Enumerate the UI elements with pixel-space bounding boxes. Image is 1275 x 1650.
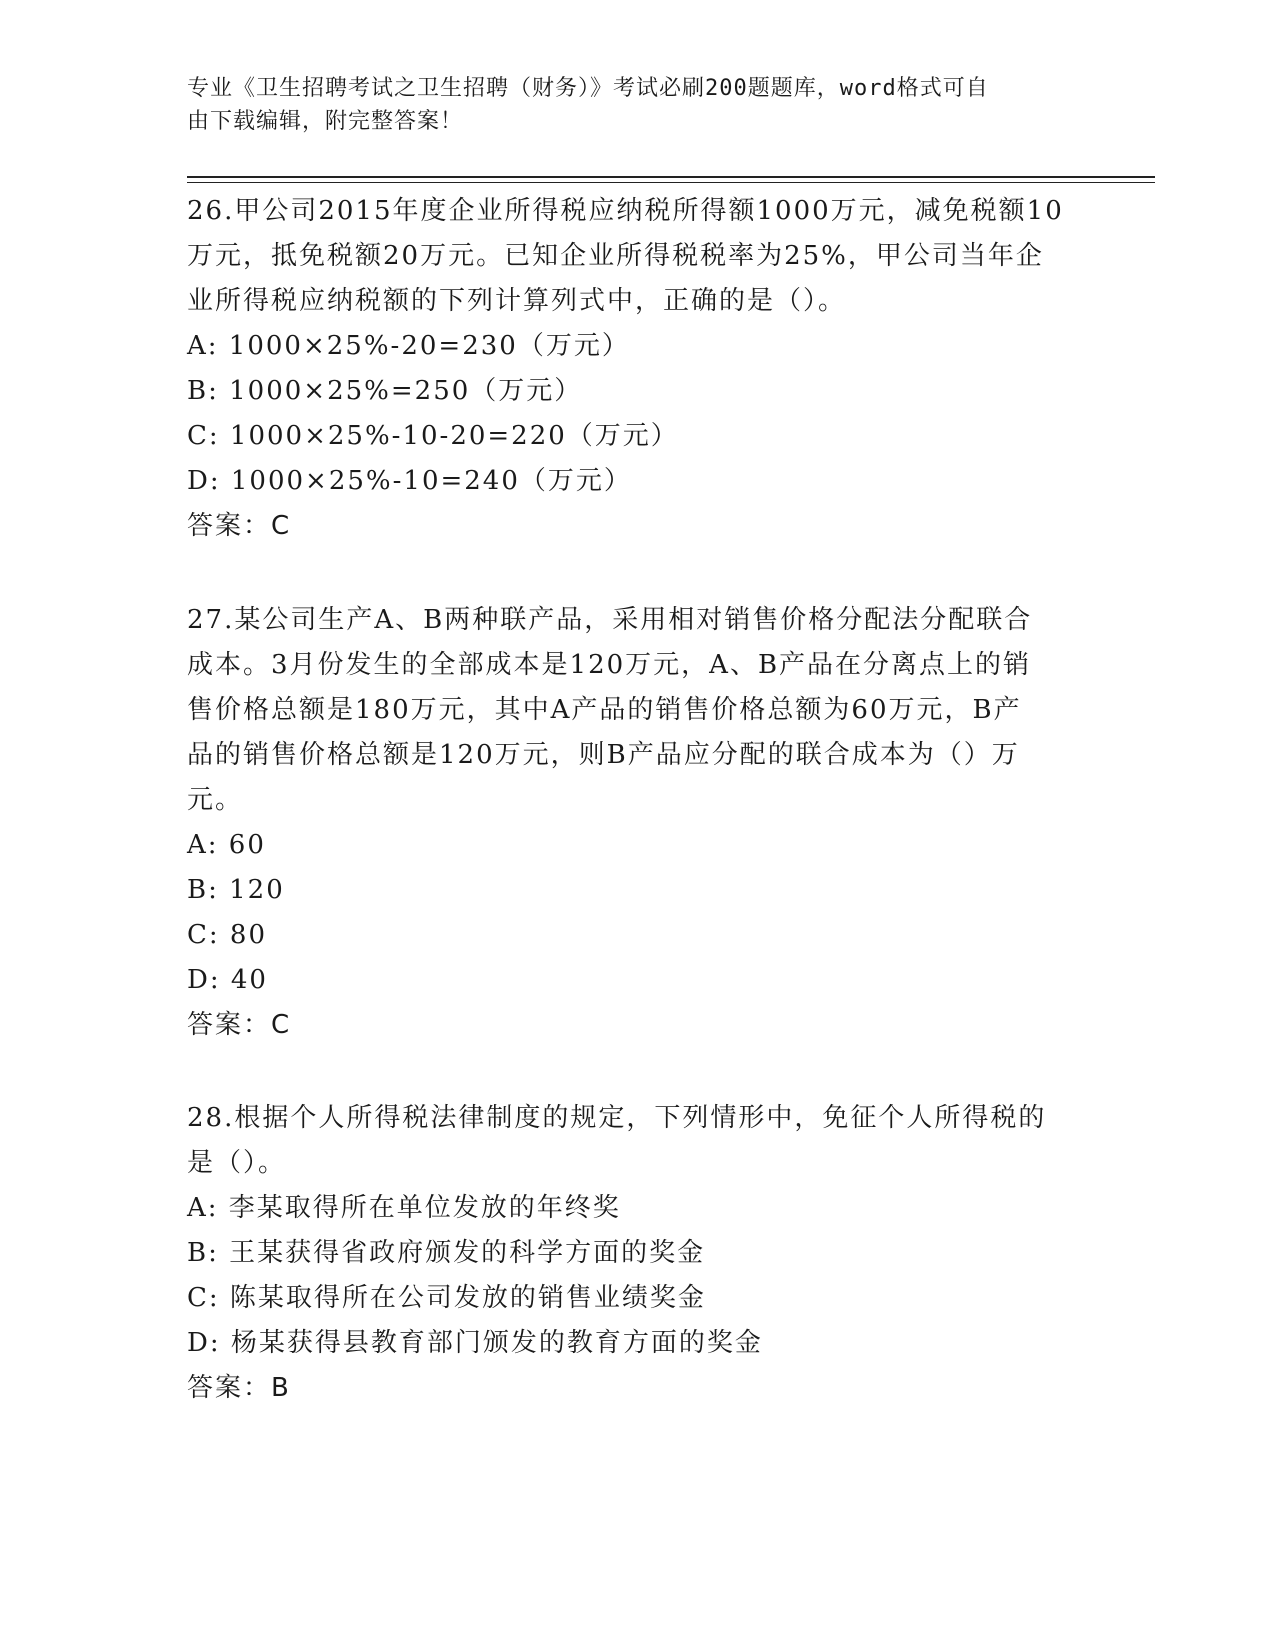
option-d: D: 杨某获得县教育部门颁发的教育方面的奖金 xyxy=(187,1328,763,1358)
option-c: C: 1000×25%-10-20=220（万元） xyxy=(187,421,679,451)
question-stem xyxy=(187,189,1087,324)
question-stem xyxy=(187,598,1087,823)
question-line: 27.某公司生产A、B两种联产品，采用相对销售价格分配法分配联合 xyxy=(187,605,1033,635)
question-line: 售价格总额是180万元，其中A产品的销售价格总额为60万元，B产 xyxy=(187,695,1022,725)
question-line: 万元，抵免税额20万元。已知企业所得税税率为25%，甲公司当年企 xyxy=(187,241,1044,271)
question-line: 是（）。 xyxy=(187,1148,287,1178)
header-line-2: 由下载编辑，附完整答案！ xyxy=(187,109,464,134)
question-26 xyxy=(187,189,1087,549)
option-a: A: 李某取得所在单位发放的年终奖 xyxy=(187,1193,621,1223)
option-d: D: 1000×25%-10=240（万元） xyxy=(187,466,632,496)
question-28 xyxy=(187,1096,1087,1411)
option-b: B: 120 xyxy=(187,875,285,905)
option-b: B: 王某获得省政府颁发的科学方面的奖金 xyxy=(187,1238,706,1268)
question-stem xyxy=(187,1096,1087,1186)
option-a: A: 60 xyxy=(187,830,266,860)
question-line: 成本。3月份发生的全部成本是120万元，A、B产品在分离点上的销 xyxy=(187,650,1032,680)
document-header xyxy=(187,72,1067,138)
option-b: B: 1000×25%=250（万元） xyxy=(187,376,583,406)
option-c: C: 80 xyxy=(187,920,268,950)
question-line: 28.根据个人所得税法律制度的规定，下列情形中，免征个人所得税的 xyxy=(187,1103,1047,1133)
question-line: 业所得税应纳税额的下列计算列式中，正确的是（）。 xyxy=(187,286,847,316)
question-line: 26.甲公司2015年度企业所得税应纳税所得额1000万元，减免税额10 xyxy=(187,196,1064,226)
answer: 答案：C xyxy=(187,511,292,541)
answer: 答案：B xyxy=(187,1373,291,1403)
answer: 答案：C xyxy=(187,1010,292,1040)
option-d: D: 40 xyxy=(187,965,268,995)
header-divider-thick xyxy=(187,176,1155,178)
question-line: 元。 xyxy=(187,785,244,815)
header-divider-thin xyxy=(187,182,1155,183)
question-line: 品的销售价格总额是120万元，则B产品应分配的联合成本为（）万 xyxy=(187,740,1020,770)
question-27 xyxy=(187,598,1087,1048)
option-c: C: 陈某取得所在公司发放的销售业绩奖金 xyxy=(187,1283,706,1313)
option-a: A: 1000×25%-20=230（万元） xyxy=(187,331,630,361)
header-line-1: 专业《卫生招聘考试之卫生招聘（财务）》考试必刷200题题库，word格式可自 xyxy=(187,76,989,101)
